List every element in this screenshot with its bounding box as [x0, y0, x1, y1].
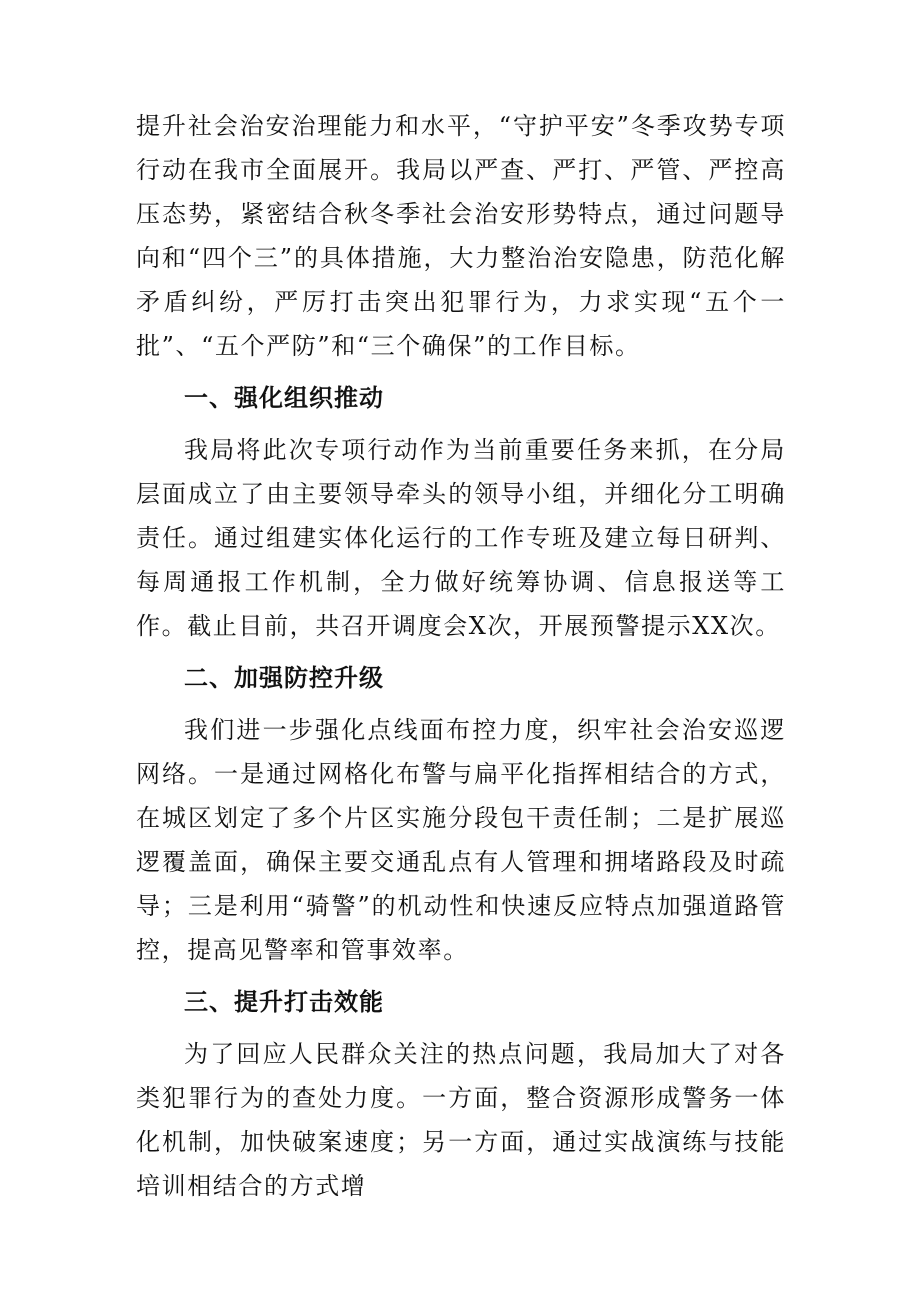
section-1-paragraph: 我局将此次专项行动作为当前重要任务来抓，在分局层面成立了由主要领导牵头的领导小组，并细化分工明确责任。通过组建实体化运行的工作专班及建立每日研判、每周通报工作机制，全力做好统筹协调、信息报送等工作。截止目前，共召开调度会X次，开展预警提示XX次。 [136, 436, 786, 640]
section-3-paragraph: 为了回应人民群众关注的热点问题，我局加大了对各类犯罪行为的查处力度。一方面，整合资源形成警务一体化机制，加快破案速度；另一方面，通过实战演练与技能培训相结合的方式增 [136, 1040, 786, 1200]
intro-paragraph: 提升社会治安治理能力和水平，“守护平安”冬季攻势专项行动在我市全面展开。我局以严查、严打、严管、严控高压态势，紧密结合秋冬季社会治安形势特点，通过问题导向和“四个三”的具体措施，大力整治治安隐患，防范化解矛盾纠纷，严厉打击突出犯罪行为，力求实现“五个一批”、“五个严防”和“三个确保”的工作目标。 [136, 112, 786, 360]
section-2-paragraph: 我们进一步强化点线面布控力度，织牢社会治安巡逻网络。一是通过网格化布警与扁平化指挥相结合的方式，在城区划定了多个片区实施分段包干责任制；二是扩展巡逻覆盖面，确保主要交通乱点有人管理和拥堵路段及时疏导；三是利用“骑警”的机动性和快速反应特点加强道路管控，提高见警率和管事效率。 [136, 716, 786, 964]
section-3-heading: 三、提升打击效能 [184, 988, 384, 1016]
document-body [136, 104, 786, 1208]
section-1-heading: 一、强化组织推动 [184, 384, 384, 412]
section-2-heading: 二、加强防控升级 [184, 664, 384, 692]
